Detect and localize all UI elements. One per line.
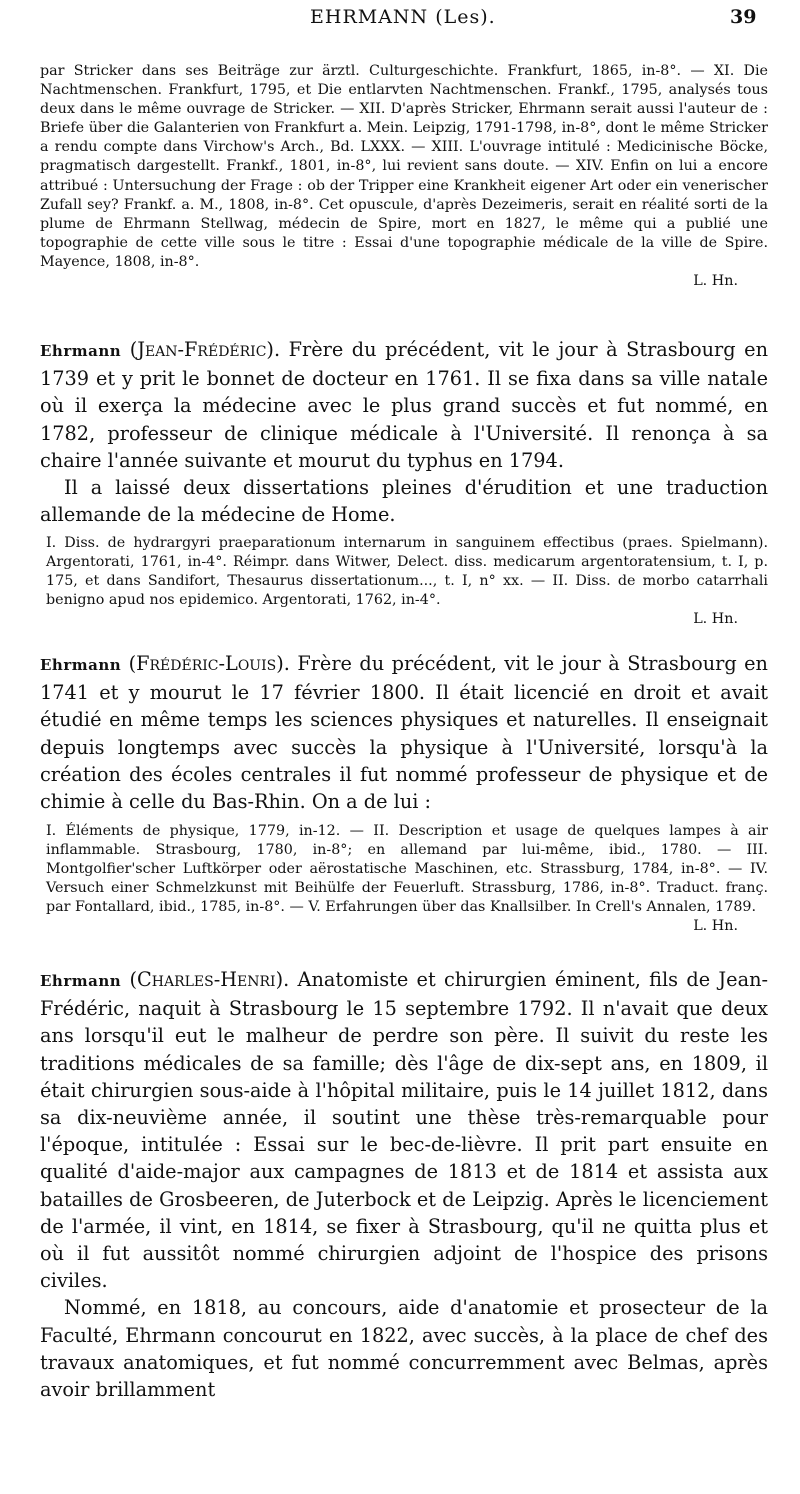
entry-paragraph: Nommé, en 1818, au concours, aide d'anatomie et prosecteur de la Faculté, Ehrmann concourut en 1822, avec succès, à la place de chef des travaux anatomiques, et fut nommé concurremment avec Belmas, après avoir brillamment <box>40 1296 768 1402</box>
page-header <box>0 4 800 32</box>
reference-list: I. Diss. de hydrargyri praeparationum internarum in sanguinem effectibus (praes. Spielmann). Argentorati, 1761, in-4°. Réimpr. dans Witwer, Delect. diss. medicarum argentoratensium, t. I, p. 175, et dans Sandifort, Thesaurus dissertationum..., t. I, n° xx. — II. Diss. de morbo catarrhali benigno apud nos epidemico. Argentorati, 1762, in-4°. <box>46 535 768 609</box>
entry-given-name: (Jean-Frédéric). <box>129 338 281 361</box>
entry-frederic-louis <box>40 650 768 815</box>
entry-jean-frederic-references <box>46 534 768 629</box>
page-number: 39 <box>730 6 757 28</box>
continuation-entry <box>40 62 768 291</box>
running-title: EHRMANN (Les). <box>310 6 496 28</box>
entry-given-name: (Frédéric-Louis). <box>128 652 290 675</box>
continuation-paragraph: par Stricker dans ses Beiträge zur ärztl. Culturgeschichte. Frankfurt, 1865, in-8°. — XI. Die Nachtmenschen. Frankfurt, 1795, et Die entlarvten Nachtmenschen. Frankf., 1795, analysés tous deux dans le même ouvrage de Stricker. — XII. D'après Stricker, Ehrmann serait aussi l'auteur de : Briefe über die Galanterien von Frankfurt a. Mein. Leipzig, 1791-1798, in-8°, dont le même Stricker a rendu compte dans Virchow's Arch., Bd. LXXX. — XIII. L'ouvrage intitulé : Medicinische Böcke, pragmatisch dargestellt. Frankf., 1801, in-8°, lui revient sans doute. — XIV. Enfin on lui a encore attribué : Untersuchung der Frage : ob der Tripper eine Krankheit eigener Art oder ein venerischer Zufall sey? Frankf. a. M., 1808, in-8°. Cet opuscule, d'après Dezeimeris, serait en réalité sorti de la plume de Ehrmann Stellwag, médecin de Spire, mort en 1827, le même qui a publié une topographie de cette ville sous le titre : Essai d'une topographie médicale de la ville de Spire. Mayence, 1808, in-8°. <box>40 63 768 270</box>
entry-paragraph <box>40 966 768 1294</box>
entry-text: Frère du précédent, vit le jour à Strasbourg en 1741 et y mourut le 17 février 1800. Il était licencié en droit et avait étudié en même temps les sciences physiques et naturelles. Il enseignait depuis longtemps avec succès la physique à l'Université, lorsqu'à la création des écoles centrales il fut nommé professeur de physique et de chimie à celle du Bas-Rhin. On a de lui : <box>40 652 768 814</box>
entry-frederic-louis-references <box>46 822 768 937</box>
entry-surname: Ehrmann <box>40 656 122 674</box>
entry-paragraph <box>40 336 768 474</box>
entry-signature: L. Hn. <box>693 918 738 935</box>
entry-text: Anatomiste et chirurgien éminent, fils de Jean-Frédéric, naquit à Strasbourg le 15 septembre 1792. Il n'avait que deux ans lorsqu'il eut le malheur de perdre son père. Il suivit du reste les traditions médicales de sa famille; dès l'âge de dix-sept ans, en 1809, il était chirurgien sous-aide à l'hôpital militaire, puis le 14 juillet 1812, dans sa dix-neuvième année, il soutint une thèse très-remarquable pour l'époque, intitulée : Essai sur le bec-de-lièvre. Il prit part ensuite en qualité d'aide-major aux campagnes de 1813 et de 1814 et assista aux batailles de Grosbeeren, de Juterbock et de Leipzig. Après le licenciement de l'armée, il vint, en 1814, se fixer à Strasbourg, qu'il ne quitta plus et où il fut aussitôt nommé chirurgien adjoint de l'hospice des prisons civiles. <box>40 968 768 1293</box>
entry-surname: Ehrmann <box>40 342 122 360</box>
entry-text: Frère du précédent, vit le jour à Strasbourg en 1739 et y prit le bonnet de docteur en 1761. Il se fixa dans sa ville natale où il exerça la médecine avec le plus grand succès et fut nommé, en 1782, professeur de clinique médicale à l'Université. Il renonça à sa chaire l'année suivante et mourut du typhus en 1794. <box>40 338 768 472</box>
entry-paragraph <box>40 650 768 815</box>
entry-paragraph: Il a laissé deux dissertations pleines d'érudition et une traduction allemande de la médecine de Home. <box>40 476 768 527</box>
entry-given-name: (Charles-Henri). <box>129 968 290 991</box>
entry-jean-frederic <box>40 336 768 528</box>
entry-surname: Ehrmann <box>40 972 122 990</box>
entry-signature: L. Hn. <box>693 611 738 628</box>
continuation-signature: L. Hn. <box>693 273 738 290</box>
reference-list: I. Éléments de physique, 1779, in-12. — II. Description et usage de quelques lampes à air inflammable. Strasbourg, 1780, in-8°; en allemand par lui-même, ibid., 1780. — III. Montgolfier'scher Luftkörper oder aërostatische Maschinen, etc. Strassburg, 1784, in-8°. — IV. Versuch einer Schmelzkunst mit Beihülfe der Feuerluft. Strassburg, 1786, in-8°. Traduct. franç. par Fontallard, ibid., 1785, in-8°. — V. Erfahrungen über das Knallsilber. In Crell's Annalen, 1789. <box>46 823 768 916</box>
entry-charles-henri <box>40 966 768 1403</box>
